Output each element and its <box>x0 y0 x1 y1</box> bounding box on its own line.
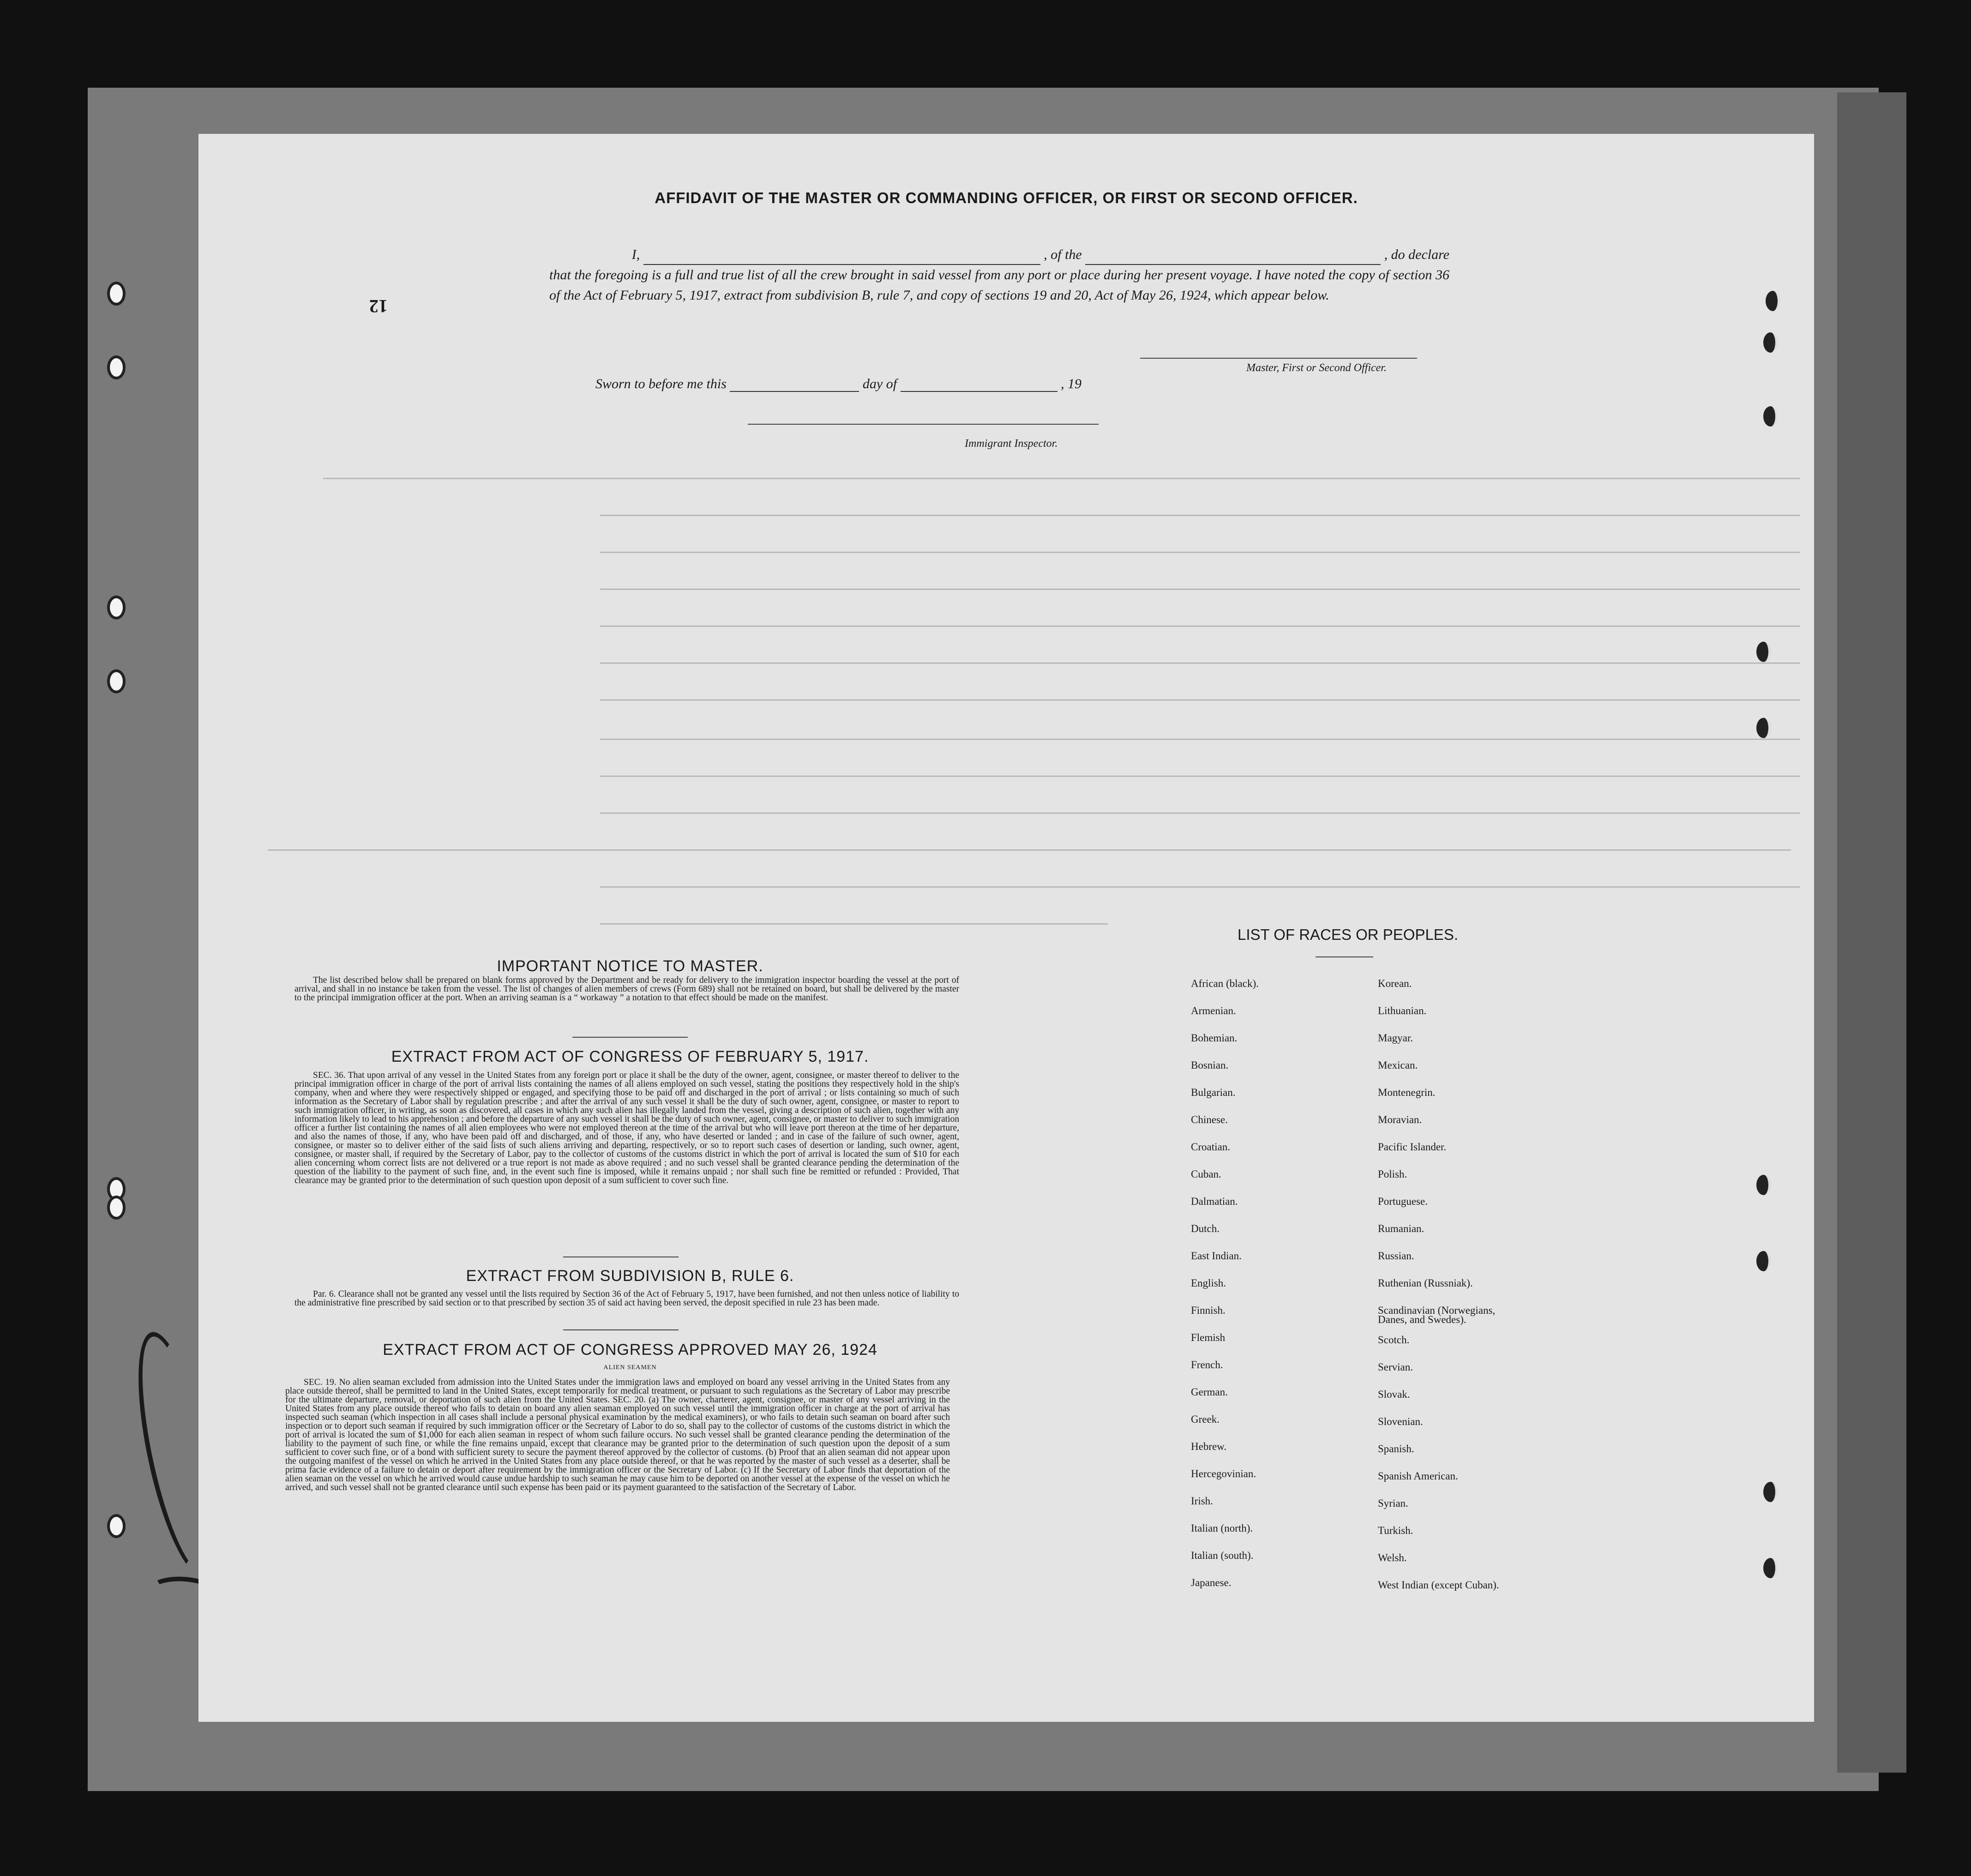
bleed-through-row <box>600 662 1800 664</box>
extract-rule6-title: EXTRACT FROM SUBDIVISION B, RULE 6. <box>466 1267 794 1285</box>
binder-hole <box>1763 406 1778 427</box>
bleed-through-row <box>323 478 1800 479</box>
inspector-signature-label: Immigrant Inspector. <box>965 438 1058 450</box>
race-item: Portuguese. <box>1378 1196 1428 1207</box>
declaration-text: that the foregoing is a full and true list of all the crew brought in said vessel from any port or place during her present voyage. I have noted the copy of section 36 of the Act of February 5, 1917, extract from subdivision B, rule 7, and copy of sections 19 and 20, Act of May 26, 1924, which appear below. <box>549 267 1449 303</box>
bleed-through-row <box>600 699 1800 701</box>
bleed-through-row <box>600 625 1800 627</box>
binder-hole <box>107 595 126 619</box>
race-item: English. <box>1191 1277 1226 1289</box>
binder-hole <box>1763 1482 1778 1502</box>
bleed-through-row <box>600 776 1800 777</box>
race-item: Bohemian. <box>1191 1032 1238 1044</box>
of-the-label: , of the <box>1044 247 1082 262</box>
race-item: Servian. <box>1378 1361 1413 1373</box>
extract-1917-title: EXTRACT FROM ACT OF CONGRESS OF FEBRUARY 5, 1917. <box>391 1048 869 1065</box>
race-item: Magyar. <box>1378 1032 1413 1044</box>
race-item: Bulgarian. <box>1191 1087 1236 1098</box>
section-divider <box>1316 956 1373 957</box>
extract-1924-text: SEC. 19. No alien seaman excluded from admission into the United States under the immigration laws and employed on board any vessel arriving in the United States from any place outside thereof, shall be permitted to land in the United States, except temporarily for medical treatment, or pursuant to such regulations as the Secretary of Labor may prescribe for the ultimate departure, removal, or deportation of such alien from the United States. SEC. 20. (a) The owner, charterer, agent, consignee, or master of any vessel arriving in the United States from any place outside thereof who fails to detain on board any alien seaman employed on such vessel until the immigration officer in charge at the port of arrival has inspected such seaman (which inspection in all cases shall include a personal physical examination by the medical examiners), or who fails to detain such seaman on board after such inspection or to deport such seaman if required by such immigration officer or the Secretary of Labor to do so, shall pay to the collector of customs of the customs district in which the port of arrival is located the sum of $1,000 for each alien seaman in respect of whom such failure occurs. No such vessel shall be granted clearance pending the determination of the liability to the payment of such fine, or while the fine remains unpaid, except that clearance may be granted prior to the determination of such question upon the deposit of a sum sufficient to cover such fine, or of a bond with sufficient surety to secure the payment thereof approved by the collector of customs. (b) Proof that an alien seaman did not appear upon the outgoing manifest of the vessel on which he arrived in the United States from any place outside thereof, or that he was reported by the master of such vessel as a deserter, shall be prima facie evidence of a failure to detain or deport after requirement by the immigration officer or the Secretary of Labor. (c) If the Secretary of Labor finds that deportation of the alien seaman on the vessel on which he arrived would cause undue hardship to such seaman he may cause him to be deported on another vessel at the expense of the vessel on which he arrived, and such vessel shall not be granted clearance until such expense has been paid or its payment guaranteed to the satisfaction of the Secretary of Labor. <box>285 1377 950 1492</box>
race-item: Hebrew. <box>1191 1441 1227 1452</box>
binder-hole <box>1756 1251 1771 1271</box>
race-item: Hercegovinian. <box>1191 1468 1256 1479</box>
race-item: Japanese. <box>1191 1577 1232 1588</box>
race-item: Croatian. <box>1191 1141 1230 1153</box>
declarant-prefix: I, <box>631 247 640 262</box>
race-item: Turkish. <box>1378 1525 1413 1536</box>
sworn-statement <box>595 376 1082 392</box>
extract-1924-subtitle: ALIEN SEAMEN <box>603 1364 657 1371</box>
race-item: Welsh. <box>1378 1552 1407 1563</box>
notice-text: The list described below shall be prepared on blank forms approved by the Department and be ready for delivery to the immigration inspector boarding the vessel at the port of arrival, and shall in no instance be taken from the vessel. The list of changes of alien members of crews (Form 689) shall not be retained on board, but shall be delivered by the master to the principal immigration officer at the port. When an arriving seaman is a “ workaway ” a notation to that effect should be made on the manifest. <box>294 975 959 1003</box>
section-divider <box>572 1037 688 1038</box>
race-item: Flemish <box>1191 1332 1226 1343</box>
race-item: Greek. <box>1191 1413 1220 1425</box>
race-continuation: Danes, and Swedes). <box>1378 1314 1466 1325</box>
race-item: Scotch. <box>1378 1334 1410 1346</box>
race-item: East Indian. <box>1191 1250 1242 1262</box>
race-item: French. <box>1191 1359 1223 1371</box>
bleed-through-row <box>600 589 1800 590</box>
section-divider <box>563 1329 679 1330</box>
affidavit-title: AFFIDAVIT OF THE MASTER OR COMMANDING OFFICER, OR FIRST OR SECOND OFFICER. <box>655 189 1358 206</box>
race-item: Montenegrin. <box>1378 1087 1436 1098</box>
binder-hole <box>1756 718 1771 738</box>
extract-1924-title: EXTRACT FROM ACT OF CONGRESS APPROVED MAY 26, 1924 <box>383 1341 877 1359</box>
race-item: Korean. <box>1378 978 1412 989</box>
race-item: Italian (north). <box>1191 1522 1253 1534</box>
race-item: Scandinavian (Norwegians, <box>1378 1305 1496 1316</box>
binder-hole <box>107 1196 126 1220</box>
binder-hole <box>107 355 126 379</box>
bleed-through-row <box>600 739 1800 740</box>
bleed-through-row <box>600 923 1108 925</box>
race-item: Polish. <box>1378 1168 1407 1180</box>
master-signature-label: Master, First or Second Officer. <box>1246 362 1387 374</box>
race-item: Bosnian. <box>1191 1059 1229 1071</box>
binder-hole <box>107 1514 126 1538</box>
binder-hole <box>1763 1558 1778 1578</box>
inspector-signature-line[interactable] <box>748 424 1099 425</box>
race-item: Italian (south). <box>1191 1550 1254 1561</box>
race-item: Ruthenian (Russniak). <box>1378 1277 1473 1289</box>
day-of-label: day of <box>862 376 897 391</box>
race-item: German. <box>1191 1386 1228 1398</box>
race-item: Spanish American. <box>1378 1470 1458 1482</box>
bleed-through-row <box>600 812 1800 814</box>
year-label: , 19 <box>1061 376 1082 391</box>
binder-hole <box>1763 332 1778 353</box>
bleed-through-row <box>600 552 1800 553</box>
bleed-through-row <box>600 886 1800 888</box>
race-item: Irish. <box>1191 1495 1213 1507</box>
extract-1917-text: SEC. 36. That upon arrival of any vessel in the United States from any foreign port or place it shall be the duty of the owner, agent, consignee, or master thereof to deliver to the principal immigration officer in charge of the port of arrival lists containing the names of all aliens employed on such vessel, stating the positions they respectively hold in the ship's company, when and where they were respectively shipped or engaged, and specifying those to be paid off and discharged in the port of arrival ; or lists containing so much of such information as the Secretary of Labor shall by regulation prescribe ; and after the arrival of any such vessel it shall be the duty of such owner, agent, consignee, or master to report to such immigration officer, in writing, as soon as discovered, all cases in which any such alien has illegally landed from the vessel, giving a description of such alien, together with any information likely to lead to his apprehension ; and before the departure of any such vessel it shall be the duty of such owner, agent, consignee, or master to deliver to such immigration officer a further list containing the names of all alien employees who were not employed thereon at the time of the arrival but who will leave port thereon at the time of her departure, and also the names of those, if any, who have been paid off and discharged, and of those, if any, who have deserted or landed ; and in case of the failure of such owner, agent, consignee, or master so to deliver either of the said lists of such aliens arriving and departing, respectively, or so to report such cases of desertion or landing, such owner, agent, consignee, or master shall, if required by the Secretary of Labor, pay to the collector of customs of the customs district in which the port of arrival is located the sum of $10 for each alien concerning whom correct lists are not delivered or a true report is not made as above required ; and no such vessel shall be granted clearance pending the determination of the question of the liability to the payment of such fine, and, in the event such fine is imposed, while it remains unpaid ; nor shall such fine be remitted or refunded : Provided, That clearance may be granted prior to the determination of such question upon deposit of a sum sufficient to cover such fine. <box>294 1070 959 1185</box>
race-item: Finnish. <box>1191 1305 1226 1316</box>
race-item: Mexican. <box>1378 1059 1418 1071</box>
race-item: Dalmatian. <box>1191 1196 1238 1207</box>
race-item: Chinese. <box>1191 1114 1228 1125</box>
race-item: Dutch. <box>1191 1223 1220 1234</box>
race-item: Rumanian. <box>1378 1223 1424 1234</box>
master-signature-line[interactable] <box>1140 358 1417 359</box>
races-title: LIST OF RACES OR PEOPLES. <box>1237 926 1459 943</box>
binder-hole <box>107 669 126 693</box>
race-item: Lithuanian. <box>1378 1005 1427 1016</box>
margin-mark: 12 <box>369 296 388 317</box>
binder-hole <box>107 282 126 306</box>
race-item: Russian. <box>1378 1250 1414 1262</box>
race-item: African (black). <box>1191 978 1259 989</box>
race-item: Spanish. <box>1378 1443 1414 1455</box>
sworn-month-blank[interactable] <box>901 391 1058 392</box>
binder-hole <box>1756 642 1771 662</box>
race-item: Cuban. <box>1191 1168 1221 1180</box>
do-declare-label: , do declare <box>1384 247 1449 262</box>
bleed-through-row <box>600 515 1800 516</box>
bleed-through-row <box>268 849 1791 851</box>
race-item: Slovenian. <box>1378 1416 1423 1427</box>
binder-hole <box>1766 291 1780 311</box>
race-item: Armenian. <box>1191 1005 1236 1016</box>
sworn-day-blank[interactable] <box>730 391 859 392</box>
race-item: Syrian. <box>1378 1497 1408 1509</box>
race-item: Pacific Islander. <box>1378 1141 1447 1153</box>
race-item: Moravian. <box>1378 1114 1422 1125</box>
stacked-sheets-edge <box>1837 92 1906 1773</box>
binder-hole <box>1756 1175 1771 1195</box>
affidavit-declaration <box>549 245 1449 306</box>
race-item: West Indian (except Cuban). <box>1378 1579 1499 1591</box>
sworn-label: Sworn to before me this <box>595 376 727 391</box>
extract-rule6-text: Par. 6. Clearance shall not be granted any vessel until the lists required by Section 36 of the Act of February 5, 1917, have been furnished, and not then unless notice of liability to the administrative fine prescribed by said section or to that prescribed by section 35 of said act having been served, the deposit specified in rule 23 has been made. <box>294 1289 959 1308</box>
race-item: Slovak. <box>1378 1389 1410 1400</box>
notice-title: IMPORTANT NOTICE TO MASTER. <box>497 957 763 975</box>
